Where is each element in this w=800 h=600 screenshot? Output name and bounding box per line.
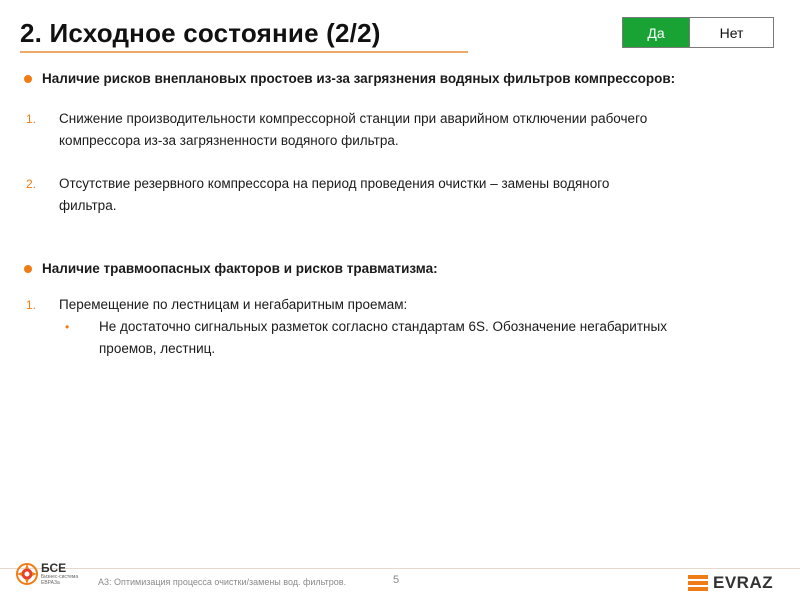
evraz-logo-text: EVRAZ bbox=[713, 573, 774, 592]
page-title: 2. Исходное состояние (2/2) bbox=[20, 18, 381, 48]
orange-dot-icon bbox=[24, 75, 32, 83]
list-item-line: фильтра. bbox=[59, 198, 117, 213]
section-heading-injury-risks bbox=[24, 261, 438, 276]
orange-dot-icon bbox=[24, 265, 32, 273]
list-item-line: компрессора из-за загрязненности водяного фильтра. bbox=[59, 133, 399, 148]
title-underline bbox=[20, 51, 468, 53]
sub-list-item-line: Не достаточно сигнальных разметок согласно стандартам 6S. Обозначение негабаритных bbox=[99, 319, 667, 334]
footer-divider bbox=[0, 568, 800, 569]
bse-logo bbox=[16, 562, 78, 586]
section-heading-text: Наличие рисков внеплановых простоев из-за загрязнения водяных фильтров компрессоров: bbox=[42, 71, 676, 86]
list-number: 2. bbox=[26, 177, 37, 191]
bse-logo-icon bbox=[16, 563, 38, 585]
list-item bbox=[26, 173, 609, 217]
bullet-icon: • bbox=[65, 320, 70, 334]
bse-logo-subtitle: Бизнес-система bbox=[41, 574, 79, 580]
sub-list-item bbox=[65, 316, 667, 360]
section-heading-text: Наличие травмоопасных факторов и рисков травматизма: bbox=[42, 261, 438, 276]
bse-logo-title: БСЕ bbox=[41, 561, 67, 575]
section-heading-downtime-risks bbox=[24, 71, 675, 86]
list-item-line: Перемещение по лестницам и негабаритным проемам: bbox=[59, 297, 408, 312]
list-number: 1. bbox=[26, 112, 37, 126]
list-number: 1. bbox=[26, 298, 37, 312]
yes-button[interactable]: Да bbox=[623, 18, 690, 47]
evraz-logo-icon bbox=[688, 575, 708, 591]
bse-logo-subtitle: ЕВРАЗа bbox=[41, 580, 60, 586]
page-number: 5 bbox=[393, 574, 400, 586]
list-item-line: Снижение производительности компрессорной станции при аварийном отключении рабочего bbox=[59, 111, 648, 126]
list-item bbox=[26, 108, 647, 152]
evraz-logo bbox=[688, 573, 773, 593]
footer-caption: А3: Оптимизация процесса очистки/замены вод. фильтров. bbox=[98, 577, 347, 587]
list-item-line: Отсутствие резервного компрессора на период проведения очистки – замены водяного bbox=[59, 176, 610, 191]
yes-no-toggle bbox=[622, 17, 774, 48]
sub-list-item-line: проемов, лестниц. bbox=[99, 341, 216, 356]
list-item bbox=[26, 294, 407, 316]
no-button[interactable]: Нет bbox=[690, 18, 773, 47]
